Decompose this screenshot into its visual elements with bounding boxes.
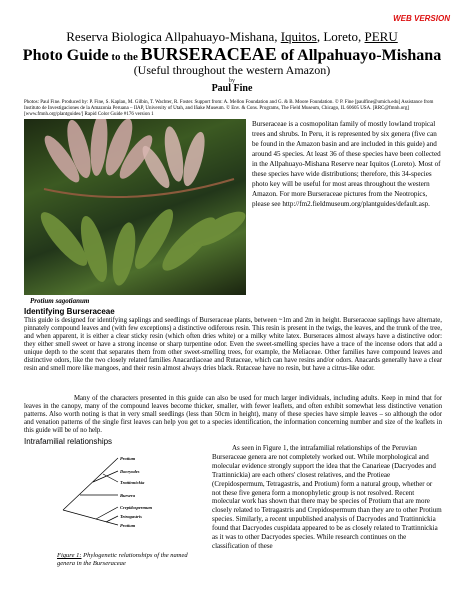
location-mid: , Loreto, (316, 29, 365, 44)
tree-label-5: Crepidospermum (120, 505, 153, 510)
tree-label-4: Bursera (120, 493, 136, 498)
figure-caption (57, 552, 197, 568)
figure-caption-label: Figure 1: (57, 552, 82, 559)
identifying-heading: Identifying Burseraceae (24, 307, 115, 316)
tree-label-3: Trattinnickia (120, 480, 145, 485)
intrafamilial-heading: Intrafamilial relationships (24, 437, 113, 446)
title-family: BURSERACEAE (140, 44, 277, 64)
tree-label-7: Protium (120, 523, 136, 528)
tree-label-2: Dacryodes (120, 469, 140, 474)
credits-text: Photos: Paul Fine. Produced by: P. Fine, S. Kaplan, M. Gilbin, T. Wachter, R. Foster. Support from: A. Mellon Foundation and G. & B. Moore Foundation. © P. Fine [paulfine@umich.edu] Assistance from Instituto de Investigaciones de la Amazonia Peruana – IIAP, University of Utah, and Iñake Museum. © Env. & Cons. Programs, The Field Museum, Chicago, IL 60605 USA. [RRC@fmnh.org] [www.fmnh.org/plantguides/] Rapid Color Guide #176 version 1 (24, 100, 434, 117)
title-place: of Allpahuayo-Mishana (276, 47, 442, 64)
author: Paul Fine (211, 83, 253, 94)
intro-paragraph: Burseraceae is a cosmopolitan family of mostly lowland tropical trees and shrubs. In Peru, it is represented by six genera (five can be found in the Amazon basin and are included in this guide) and around 45 species. At least 36 of these species have been collected in the Allpahuayo-Mishana Reserve near Iquitos (Loreto). Most of these species have wide distributions; therefore, this 34-species photo key will be useful for most areas throughout the western Amazon. For more Burseraceae pictures from the Neotropics, please see http://fm2.fieldmuseum.org/plantguides/default.asp. (252, 120, 441, 208)
leaf-photo (24, 119, 246, 295)
location-line (0, 29, 464, 45)
phylogeny-diagram (58, 452, 178, 532)
web-version-label: WEB VERSION (393, 14, 450, 23)
title-photo-guide: Photo Guide (22, 47, 109, 64)
relationships-paragraph: As seen in Figure 1, the intrafamilial relationships of the Peruvian Burseraceae genera are not completely worked out. While morphological and molecular evidence strongly support the idea that the Canarieae (Dacryodes and Trattinnickia) are each others' closest relatives, and the Protieae (Crepidospermum, Tetragastris, and Protium) form a natural group, whether or not these five genera form a monophyletic group is not resolved. Recent molecular work has shown that there may be species of Protium that are more closely related to Tetragastris and Crepidospermum than they are to other Protium species. Similarly, a recent unpublished analysis of Dacryodes and Trattinnickia found that Dacryodes cuspidata appeared to be as closely related to Trattinnickia as it was to other Dacryodes species. While research continues on the classification of these (212, 444, 442, 550)
leaf-photo-image (24, 119, 246, 295)
location-prefix: Reserva Biologica Allpahuayo-Mishana, (66, 29, 281, 44)
subtitle: (Useful throughout the western Amazon) (133, 63, 331, 77)
location-peru: PERU (364, 29, 398, 44)
page-title (0, 44, 464, 65)
tree-label-6: Tetragastris (120, 514, 142, 519)
location-iquitos: Iquitos (280, 29, 317, 44)
by-label: by (229, 78, 235, 84)
photo-caption: Protium sagotianum (30, 297, 90, 305)
figure-caption-text: Phylogenetic relationships of the named genera in the Burseraceae (57, 552, 188, 567)
identifying-paragraph-1: This guide is designed for identifying saplings and seedlings of Burseraceae plants, between ~1m and 2m in height. Burseraceae saplings have alternate, pinnately compound leaves and (with few exceptions) a distinctive odiferous resin. This resin is present in the twigs, the leaves, and the trunk of the tree, and when apparent, it is either a clear sticky resin (which often dries white) or a milky white latex. Burseraces almost always have a distinctive odor: they either smell sweet or have a strong incense or sharp turpentine odor. Even the sweet-smelling species have a trace of the incense odors that add a unique depth to the scent that separates them from other sweet-smelling trees, for example, the Meliaceae. Other families have compound leaves and distinctive odors, like the two closely related families Anacardiaceae and Rutaceae, which can have resins and/or odors. Anacards generally have a clear resin and smell more like mangoes, and their resin almost always dries black. Rutaceae have no resin, but have a citrus-like odor. (24, 317, 442, 372)
title-to-the: to the (108, 51, 141, 63)
tree-label-1: Protium (120, 456, 136, 461)
identifying-paragraph-2: Many of the characters presented in this guide can also be used for much larger individuals, including adults. Keep in mind that for leaves in the canopy, many of the compound leaves become thicker, smaller, with fewer leaflets, and often exhibit somewhat less distinctive venation patterns. Also worth noting is that in very small seedlings (less than 50cm in height), many of these species have simple leaves – so although the odor and venation patterns of the single first leaves can help you get to a species identification, the information concerning number and size of the leaflets in this guide will be of no help. (24, 395, 442, 434)
